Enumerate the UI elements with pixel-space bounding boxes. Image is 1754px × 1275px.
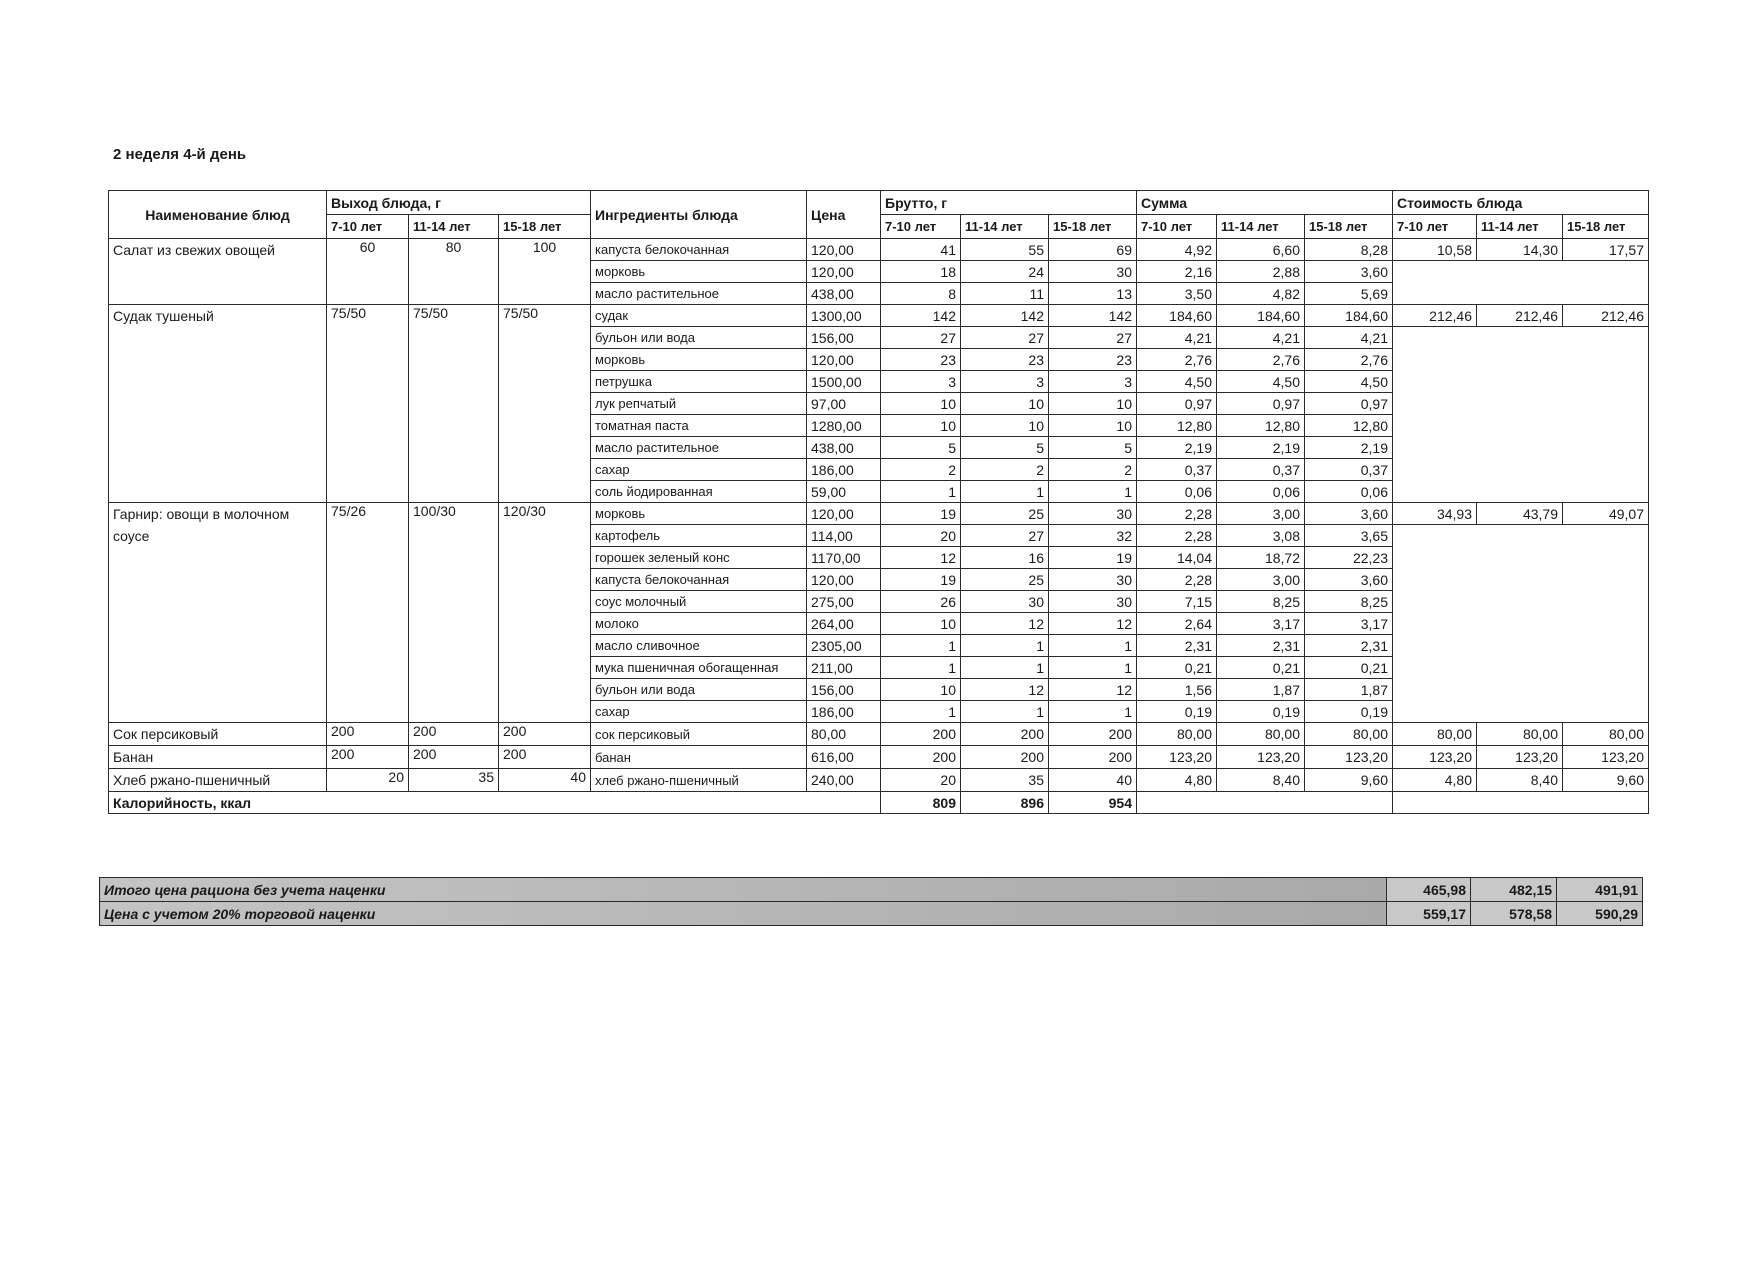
ingredient-name: масло растительное: [591, 437, 807, 459]
brutto-value: 142: [881, 305, 961, 327]
ingredient-price: 120,00: [807, 569, 881, 591]
header-age-15-18: 15-18 лет: [1563, 215, 1649, 239]
ingredient-name: молоко: [591, 613, 807, 635]
header-sum: Сумма: [1137, 191, 1393, 215]
ingredient-price: 120,00: [807, 503, 881, 525]
sum-value: 2,19: [1305, 437, 1393, 459]
dish-cost: 9,60: [1563, 769, 1649, 792]
dish-yield: 75/50: [327, 305, 409, 503]
sum-value: 12,80: [1305, 415, 1393, 437]
header-age-7-10: 7-10 лет: [881, 215, 961, 239]
sum-value: 2,88: [1217, 261, 1305, 283]
calories-row: [109, 792, 1649, 814]
sum-value: 4,21: [1137, 327, 1217, 349]
header-brutto: Брутто, г: [881, 191, 1137, 215]
dish-cost: 8,40: [1477, 769, 1563, 792]
dish-name: Хлеб ржано-пшеничный: [109, 769, 327, 792]
totals-body: [100, 878, 1643, 926]
dish-yield: 120/30: [499, 503, 591, 723]
brutto-value: 1: [961, 481, 1049, 503]
brutto-value: 3: [961, 371, 1049, 393]
brutto-value: 20: [881, 769, 961, 792]
sum-value: 3,00: [1217, 503, 1305, 525]
table-row: [109, 239, 1649, 261]
totals-table: [99, 877, 1643, 926]
brutto-value: 1: [881, 635, 961, 657]
sum-value: 0,37: [1137, 459, 1217, 481]
ingredient-name: морковь: [591, 261, 807, 283]
dish-yield: 200: [499, 746, 591, 769]
sum-value: 0,06: [1217, 481, 1305, 503]
brutto-value: 30: [1049, 569, 1137, 591]
dish-yield: 200: [327, 723, 409, 746]
sum-value: 123,20: [1217, 746, 1305, 769]
ingredient-name: соус молочный: [591, 591, 807, 613]
brutto-value: 55: [961, 239, 1049, 261]
ingredient-price: 438,00: [807, 283, 881, 305]
dish-cost: 43,79: [1477, 503, 1563, 525]
sum-value: 7,15: [1137, 591, 1217, 613]
brutto-value: 25: [961, 569, 1049, 591]
brutto-value: 1: [961, 657, 1049, 679]
ingredient-name: масло растительное: [591, 283, 807, 305]
ingredient-name: капуста белокочанная: [591, 569, 807, 591]
header-price: Цена: [807, 191, 881, 239]
brutto-value: 10: [881, 613, 961, 635]
header-age-15-18: 15-18 лет: [499, 215, 591, 239]
sum-value: 0,21: [1305, 657, 1393, 679]
brutto-value: 27: [881, 327, 961, 349]
sum-value: 4,50: [1137, 371, 1217, 393]
sum-value: 2,28: [1137, 569, 1217, 591]
ingredient-name: сок персиковый: [591, 723, 807, 746]
sum-value: 12,80: [1137, 415, 1217, 437]
ingredient-price: 264,00: [807, 613, 881, 635]
sum-value: 184,60: [1137, 305, 1217, 327]
sum-value: 0,19: [1305, 701, 1393, 723]
brutto-value: 27: [1049, 327, 1137, 349]
ingredient-price: 211,00: [807, 657, 881, 679]
ingredient-name: судак: [591, 305, 807, 327]
header-age-7-10: 7-10 лет: [327, 215, 409, 239]
brutto-value: 1: [881, 701, 961, 723]
sum-value: 3,60: [1305, 569, 1393, 591]
ingredient-name: соль йодированная: [591, 481, 807, 503]
dish-yield: 100: [499, 239, 591, 305]
sum-value: 12,80: [1217, 415, 1305, 437]
sum-value: 2,28: [1137, 525, 1217, 547]
sum-value: 8,25: [1305, 591, 1393, 613]
table-row: [109, 305, 1649, 327]
ingredient-name: картофель: [591, 525, 807, 547]
sum-value: 123,20: [1137, 746, 1217, 769]
sum-value: 0,97: [1137, 393, 1217, 415]
sum-value: 1,56: [1137, 679, 1217, 701]
brutto-value: 10: [881, 679, 961, 701]
header-age-15-18: 15-18 лет: [1305, 215, 1393, 239]
sum-value: 2,28: [1137, 503, 1217, 525]
sum-value: 2,76: [1305, 349, 1393, 371]
brutto-value: 5: [1049, 437, 1137, 459]
brutto-value: 26: [881, 591, 961, 613]
dish-cost-empty: [1393, 327, 1649, 503]
brutto-value: 25: [961, 503, 1049, 525]
brutto-value: 1: [881, 657, 961, 679]
sum-value: 9,60: [1305, 769, 1393, 792]
ingredient-price: 114,00: [807, 525, 881, 547]
sum-value: 8,25: [1217, 591, 1305, 613]
ingredient-name: морковь: [591, 503, 807, 525]
ingredient-price: 186,00: [807, 459, 881, 481]
sum-value: 1,87: [1217, 679, 1305, 701]
brutto-value: 23: [961, 349, 1049, 371]
sum-value: 6,60: [1217, 239, 1305, 261]
header-dish-name: Наименование блюд: [109, 191, 327, 239]
dish-name: Судак тушеный: [109, 305, 327, 503]
ingredient-price: 120,00: [807, 349, 881, 371]
dish-name: Гарнир: овощи в молочном соусе: [109, 503, 327, 723]
ingredient-price: 1300,00: [807, 305, 881, 327]
ingredient-name: морковь: [591, 349, 807, 371]
brutto-value: 41: [881, 239, 961, 261]
header-age-11-14: 11-14 лет: [409, 215, 499, 239]
dish-name: Банан: [109, 746, 327, 769]
sum-value: 80,00: [1305, 723, 1393, 746]
sum-value: 0,37: [1217, 459, 1305, 481]
ingredient-price: 1170,00: [807, 547, 881, 569]
sum-value: 4,50: [1305, 371, 1393, 393]
brutto-value: 200: [881, 746, 961, 769]
brutto-value: 12: [1049, 679, 1137, 701]
ingredient-name: сахар: [591, 459, 807, 481]
brutto-value: 23: [1049, 349, 1137, 371]
dish-name: Сок персиковый: [109, 723, 327, 746]
brutto-value: 19: [881, 503, 961, 525]
calories-value: 896: [961, 792, 1049, 814]
sum-value: 0,06: [1305, 481, 1393, 503]
sum-value: 14,04: [1137, 547, 1217, 569]
dish-yield: 35: [409, 769, 499, 792]
sum-value: 4,50: [1217, 371, 1305, 393]
brutto-value: 10: [961, 393, 1049, 415]
sum-value: 3,60: [1305, 503, 1393, 525]
brutto-value: 200: [1049, 746, 1137, 769]
sum-value: 2,19: [1137, 437, 1217, 459]
brutto-value: 30: [961, 591, 1049, 613]
dish-cost: 80,00: [1563, 723, 1649, 746]
brutto-value: 8: [881, 283, 961, 305]
totals-value: 491,91: [1557, 878, 1643, 902]
brutto-value: 20: [881, 525, 961, 547]
sum-value: 184,60: [1217, 305, 1305, 327]
brutto-value: 40: [1049, 769, 1137, 792]
sum-value: 184,60: [1305, 305, 1393, 327]
ingredient-price: 1500,00: [807, 371, 881, 393]
dish-yield: 200: [327, 746, 409, 769]
page-title: 2 неделя 4-й день: [113, 146, 247, 163]
brutto-value: 1: [961, 701, 1049, 723]
ingredient-name: петрушка: [591, 371, 807, 393]
ingredient-price: 2305,00: [807, 635, 881, 657]
dish-yield: 80: [409, 239, 499, 305]
sum-value: 4,92: [1137, 239, 1217, 261]
ingredient-price: 120,00: [807, 239, 881, 261]
dish-yield: 75/50: [409, 305, 499, 503]
table-row: [109, 503, 1649, 525]
brutto-value: 18: [881, 261, 961, 283]
ingredient-name: хлеб ржано-пшеничный: [591, 769, 807, 792]
brutto-value: 32: [1049, 525, 1137, 547]
dish-yield: 40: [499, 769, 591, 792]
sum-value: 0,19: [1217, 701, 1305, 723]
sum-value: 0,97: [1217, 393, 1305, 415]
sum-value: 2,31: [1217, 635, 1305, 657]
ingredient-price: 275,00: [807, 591, 881, 613]
header-age-7-10: 7-10 лет: [1137, 215, 1217, 239]
dish-yield: 200: [409, 746, 499, 769]
brutto-value: 142: [961, 305, 1049, 327]
ingredient-price: 438,00: [807, 437, 881, 459]
totals-value: 559,17: [1387, 902, 1471, 926]
header-yield: Выход блюда, г: [327, 191, 591, 215]
dish-yield: 75/50: [499, 305, 591, 503]
ingredient-price: 80,00: [807, 723, 881, 746]
brutto-value: 30: [1049, 261, 1137, 283]
brutto-value: 2: [881, 459, 961, 481]
sum-value: 0,97: [1305, 393, 1393, 415]
sum-value: 1,87: [1305, 679, 1393, 701]
brutto-value: 19: [881, 569, 961, 591]
brutto-value: 24: [961, 261, 1049, 283]
calories-value: 809: [881, 792, 961, 814]
brutto-value: 12: [1049, 613, 1137, 635]
brutto-value: 1: [1049, 701, 1137, 723]
ingredient-name: томатная паста: [591, 415, 807, 437]
brutto-value: 35: [961, 769, 1049, 792]
dish-yield: 75/26: [327, 503, 409, 723]
sum-value: 2,76: [1137, 349, 1217, 371]
header-age-7-10: 7-10 лет: [1393, 215, 1477, 239]
dish-yield: 200: [499, 723, 591, 746]
table-row: [109, 723, 1649, 746]
sum-value: 0,37: [1305, 459, 1393, 481]
brutto-value: 5: [881, 437, 961, 459]
dish-cost: 17,57: [1563, 239, 1649, 261]
brutto-value: 30: [1049, 503, 1137, 525]
brutto-value: 13: [1049, 283, 1137, 305]
ingredient-name: горошек зеленый конс: [591, 547, 807, 569]
header-cost: Стоимость блюда: [1393, 191, 1649, 215]
header-age-11-14: 11-14 лет: [1217, 215, 1305, 239]
dish-cost: 4,80: [1393, 769, 1477, 792]
brutto-value: 27: [961, 525, 1049, 547]
table-row: [109, 769, 1649, 792]
dish-name: Салат из свежих овощей: [109, 239, 327, 305]
sum-value: 2,76: [1217, 349, 1305, 371]
sum-value: 3,00: [1217, 569, 1305, 591]
ingredient-name: капуста белокочанная: [591, 239, 807, 261]
brutto-value: 10: [881, 415, 961, 437]
totals-row: [100, 902, 1643, 926]
header-age-15-18: 15-18 лет: [1049, 215, 1137, 239]
sum-value: 8,28: [1305, 239, 1393, 261]
brutto-value: 10: [961, 415, 1049, 437]
ingredient-price: 240,00: [807, 769, 881, 792]
brutto-value: 11: [961, 283, 1049, 305]
ingredient-price: 156,00: [807, 679, 881, 701]
totals-row: [100, 878, 1643, 902]
brutto-value: 1: [1049, 635, 1137, 657]
sum-value: 0,21: [1217, 657, 1305, 679]
ingredient-name: сахар: [591, 701, 807, 723]
brutto-value: 12: [961, 613, 1049, 635]
header-ingredients: Ингредиенты блюда: [591, 191, 807, 239]
sum-value: 4,82: [1217, 283, 1305, 305]
sum-value: 2,16: [1137, 261, 1217, 283]
calories-value: 954: [1049, 792, 1137, 814]
dish-yield: 200: [409, 723, 499, 746]
header-age-11-14: 11-14 лет: [1477, 215, 1563, 239]
totals-label: Цена с учетом 20% торговой наценки: [100, 902, 1387, 926]
table-row: [109, 746, 1649, 769]
dish-cost: 34,93: [1393, 503, 1477, 525]
dish-cost-empty: [1393, 261, 1649, 305]
dish-yield: 100/30: [409, 503, 499, 723]
totals-value: 482,15: [1471, 878, 1557, 902]
brutto-value: 1: [1049, 657, 1137, 679]
ingredient-price: 156,00: [807, 327, 881, 349]
brutto-value: 23: [881, 349, 961, 371]
brutto-value: 5: [961, 437, 1049, 459]
sum-value: 3,08: [1217, 525, 1305, 547]
ingredient-price: 97,00: [807, 393, 881, 415]
sum-value: 2,19: [1217, 437, 1305, 459]
ingredient-name: масло сливочное: [591, 635, 807, 657]
sum-value: 80,00: [1137, 723, 1217, 746]
dish-yield: 20: [327, 769, 409, 792]
header-age-11-14: 11-14 лет: [961, 215, 1049, 239]
sum-value: 5,69: [1305, 283, 1393, 305]
brutto-value: 200: [961, 723, 1049, 746]
sum-value: 0,19: [1137, 701, 1217, 723]
dish-cost: 123,20: [1563, 746, 1649, 769]
sum-value: 2,31: [1305, 635, 1393, 657]
ingredient-name: лук репчатый: [591, 393, 807, 415]
sum-value: 4,21: [1217, 327, 1305, 349]
totals-label: Итого цена рациона без учета наценки: [100, 878, 1387, 902]
totals-value: 590,29: [1557, 902, 1643, 926]
totals-value: 578,58: [1471, 902, 1557, 926]
brutto-value: 16: [961, 547, 1049, 569]
ingredient-name: бульон или вода: [591, 679, 807, 701]
brutto-value: 1: [1049, 481, 1137, 503]
brutto-value: 2: [961, 459, 1049, 481]
dish-yield: 60: [327, 239, 409, 305]
sum-value: 3,60: [1305, 261, 1393, 283]
calories-empty: [1393, 792, 1649, 814]
sum-value: 22,23: [1305, 547, 1393, 569]
sum-value: 8,40: [1217, 769, 1305, 792]
ingredient-price: 186,00: [807, 701, 881, 723]
sum-value: 3,17: [1305, 613, 1393, 635]
brutto-value: 19: [1049, 547, 1137, 569]
dish-cost: 123,20: [1393, 746, 1477, 769]
sum-value: 3,65: [1305, 525, 1393, 547]
brutto-value: 2: [1049, 459, 1137, 481]
sum-value: 0,06: [1137, 481, 1217, 503]
sum-value: 3,17: [1217, 613, 1305, 635]
brutto-value: 1: [961, 635, 1049, 657]
ingredient-price: 1280,00: [807, 415, 881, 437]
calories-empty: [1137, 792, 1393, 814]
calories-label: Калорийность, ккал: [109, 792, 881, 814]
ingredient-name: бульон или вода: [591, 327, 807, 349]
brutto-value: 200: [881, 723, 961, 746]
ingredient-name: банан: [591, 746, 807, 769]
dish-cost: 123,20: [1477, 746, 1563, 769]
brutto-value: 30: [1049, 591, 1137, 613]
dish-cost: 49,07: [1563, 503, 1649, 525]
brutto-value: 1: [881, 481, 961, 503]
brutto-value: 10: [1049, 393, 1137, 415]
brutto-value: 200: [961, 746, 1049, 769]
dish-cost: 212,46: [1563, 305, 1649, 327]
brutto-value: 69: [1049, 239, 1137, 261]
sum-value: 18,72: [1217, 547, 1305, 569]
ingredient-price: 120,00: [807, 261, 881, 283]
menu-table: [108, 190, 1649, 814]
brutto-value: 3: [881, 371, 961, 393]
brutto-value: 10: [1049, 415, 1137, 437]
brutto-value: 12: [961, 679, 1049, 701]
brutto-value: 3: [1049, 371, 1137, 393]
brutto-value: 142: [1049, 305, 1137, 327]
sum-value: 3,50: [1137, 283, 1217, 305]
brutto-value: 10: [881, 393, 961, 415]
sum-value: 2,64: [1137, 613, 1217, 635]
dish-cost: 10,58: [1393, 239, 1477, 261]
dish-cost: 14,30: [1477, 239, 1563, 261]
dish-cost: 212,46: [1393, 305, 1477, 327]
sum-value: 4,21: [1305, 327, 1393, 349]
sum-value: 0,21: [1137, 657, 1217, 679]
sum-value: 80,00: [1217, 723, 1305, 746]
brutto-value: 27: [961, 327, 1049, 349]
dish-cost: 212,46: [1477, 305, 1563, 327]
dish-cost: 80,00: [1477, 723, 1563, 746]
brutto-value: 12: [881, 547, 961, 569]
brutto-value: 200: [1049, 723, 1137, 746]
dish-cost-empty: [1393, 525, 1649, 723]
ingredient-name: мука пшеничная обогащенная: [591, 657, 807, 679]
sum-value: 2,31: [1137, 635, 1217, 657]
ingredient-price: 616,00: [807, 746, 881, 769]
menu-body: [109, 239, 1649, 814]
ingredient-price: 59,00: [807, 481, 881, 503]
totals-value: 465,98: [1387, 878, 1471, 902]
dish-cost: 80,00: [1393, 723, 1477, 746]
sum-value: 4,80: [1137, 769, 1217, 792]
sum-value: 123,20: [1305, 746, 1393, 769]
